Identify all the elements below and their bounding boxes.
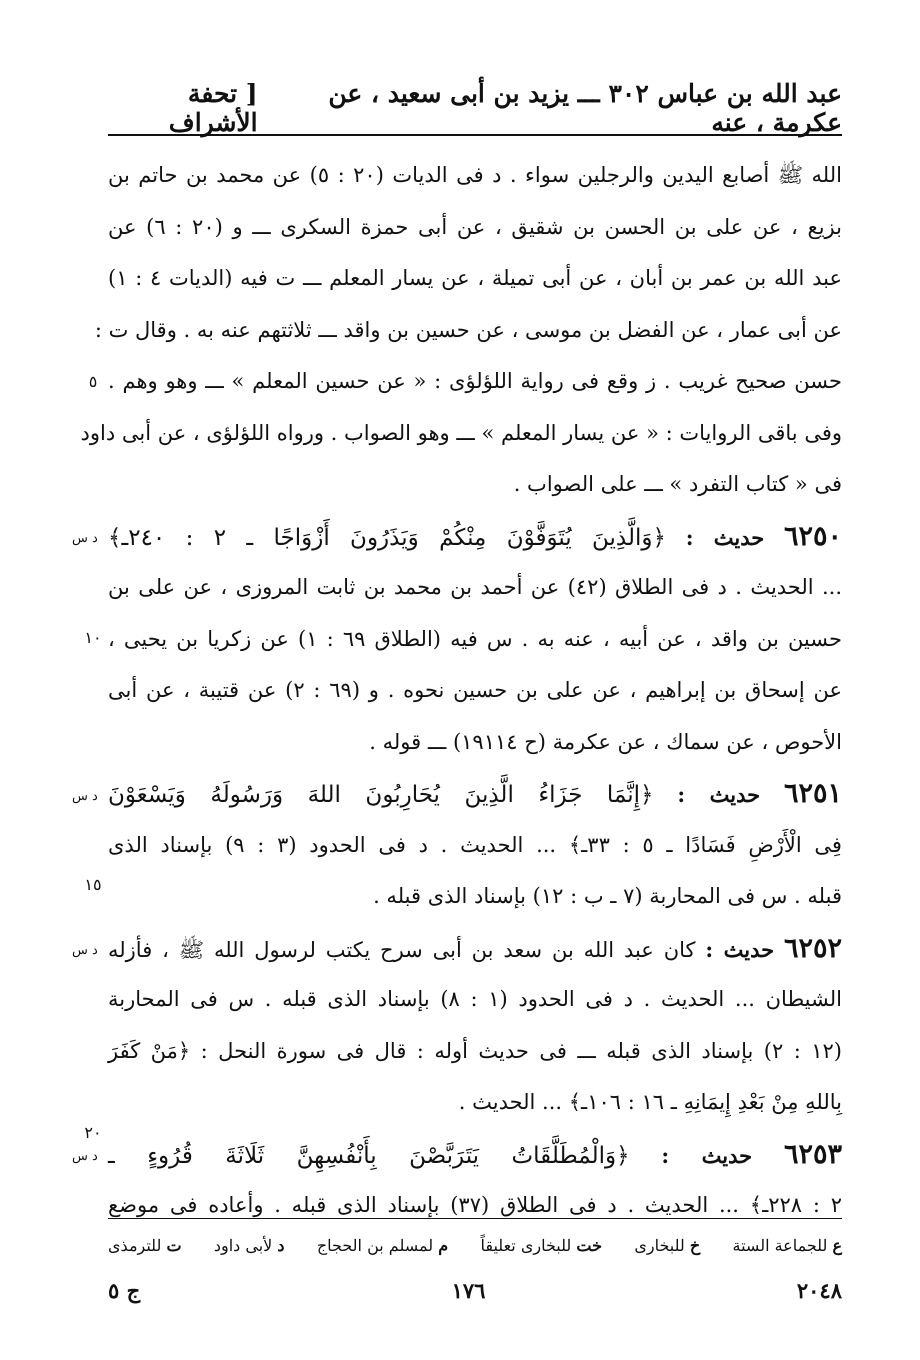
- abbreviations-key: [108, 1228, 842, 1262]
- hadith-heading: [108, 1129, 842, 1181]
- margin-line-number: ١٥: [84, 875, 102, 894]
- abbreviation-label: لمسلم بن الحجاج: [316, 1235, 434, 1255]
- text-line: وفى باقى الروايات : « عن يسار المعلم » ـــ وهو الصواب . ورواه اللؤلؤى ، عن أبى داود: [80, 420, 842, 445]
- margin-line-number: ٢٠: [84, 1123, 102, 1142]
- text-line: الأحوص ، عن سماك ، عن عكرمة (ح ١٩١١٤) ـــ قوله .: [369, 729, 842, 754]
- abbreviation-label: لأبى داود: [213, 1235, 273, 1255]
- abbreviation-item: [108, 1236, 181, 1255]
- header-rule: [108, 134, 842, 136]
- header-title: عبد الله بن عباس ٣٠٢ ـــ يزيد بن أبى سعيد ، عن عكرمة ، عنه: [328, 79, 842, 137]
- hadith-number: ٦٢٥١: [783, 778, 842, 809]
- sigla-mark: د س: [72, 943, 98, 958]
- hadith-heading: [108, 511, 842, 563]
- text-line: (١٢ : ٢) بإسناد الذى قبله ـــ فى حديث أوله : قال فى سورة النحل : ﴿مَنْ كَفَرَ: [108, 1038, 842, 1063]
- text-line-content: ... الحديث . د فى الطلاق (٤٢) عن أحمد بن محمد بن ثابت المروزى ، عن على بن: [108, 575, 842, 599]
- quran-verse: ﴿إِنَّمَا جَزَاءُ الَّذِينَ يُحَارِبُونَ اللهَ وَرَسُولَهُ وَيَسْعَوْنَ: [108, 782, 654, 808]
- quran-verse: ﴿وَالَّذِينَ يُتَوَفَّوْنَ مِنْكُمْ وَيَذَرُونَ أَزْوَاجًا ـ ٢ : ٢٤٠ـ﴾: [108, 524, 666, 551]
- abbreviation-label: للجماعة الستة: [732, 1235, 828, 1255]
- hadith-heading: [108, 923, 842, 975]
- abbreviation-item: [634, 1236, 700, 1255]
- abbreviation-code: ت: [166, 1235, 182, 1255]
- abbreviation-item: [317, 1236, 448, 1255]
- text-line-content: ٢ : ٢٢٨ـ﴾ ... الحديث . د فى الطلاق (٣٧) بإسناد الذى قبله . وأعاده فى موضع: [108, 1193, 842, 1217]
- header-book-name: [ تحفة الأشراف: [168, 79, 258, 137]
- volume-number: ج ٥: [108, 1277, 141, 1303]
- hadith-keyword: حديث :: [661, 1142, 753, 1168]
- text-line: عن أبى عمار ، عن الفضل بن موسى ، عن حسين بن واقد ـــ ثلاثتهم عنه به . وقال ت :: [94, 317, 842, 342]
- hadith-text: كان عبد الله بن سعد بن أبى سرح يكتب لرسول الله ﷺ ، فأزله: [108, 937, 696, 962]
- margin-line-number: ١٠: [84, 628, 102, 647]
- page-footer: [108, 1272, 842, 1308]
- text-line-content: الشيطان ... الحديث . د فى الحدود (١ : ٨) بإسناد الذى قبله . س فى المحاربة: [108, 987, 842, 1011]
- hadith-number: ٦٢٥٣: [783, 1138, 842, 1170]
- hadith-keyword: حديث :: [705, 936, 775, 962]
- abbreviation-item: [214, 1236, 285, 1255]
- running-header: [108, 79, 842, 137]
- text-line-content: فِى الْأَرْضِ فَسَادًا ـ ٥ : ٣٣ـ﴾ ... الحديث . د فى الحدود (٣ : ٩) بإسناد الذى: [108, 832, 842, 857]
- abbreviation-code: خت: [576, 1235, 602, 1255]
- abbreviation-label: للبخارى تعليقاً: [480, 1235, 572, 1255]
- hadith-keyword: حديث :: [685, 524, 765, 550]
- hadith-number: ٦٢٥٢: [783, 932, 842, 964]
- hadith-keyword: حديث :: [677, 782, 761, 807]
- text-line: حسن صحيح غريب . ز وقع فى رواية اللؤلؤى : « عن حسين المعلم » ـــ وهو وهم .: [108, 369, 842, 393]
- text-line: قبله . س فى المحاربة (٧ ـ ب : ١٢) بإسناد الذى قبله .: [373, 884, 842, 908]
- abbreviation-item: [480, 1236, 602, 1255]
- quran-verse: ﴿وَالْمُطَلَّقَاتُ يَتَرَبَّصْنَ بِأَنْفُسِهِنَّ ثَلَاثَةَ قُرُوءٍ ـ: [108, 1142, 630, 1169]
- text-line: الله ﷺ أصابع اليدين والرجلين سواء . د فى الديات (٢٠ : ٥) عن محمد بن حاتم بن: [108, 163, 842, 187]
- page-number: ١٧٦: [451, 1277, 486, 1303]
- sigla-mark: د س: [72, 531, 98, 546]
- text-line: بِاللهِ مِنْ بَعْدِ إِيمَانِهِ ـ ١٦ : ١٠٦ـ﴾ ... الحديث .: [458, 1090, 842, 1114]
- hadith-number: ٦٢٥٠: [783, 520, 842, 552]
- text-line: عبد الله بن عمر بن أبان ، عن أبى تميلة ، عن يسار المعلم ـــ ت فيه (الديات ٤ : ١): [108, 266, 842, 290]
- hadith-heading: [108, 768, 842, 820]
- abbreviation-label: للترمذى: [108, 1235, 162, 1255]
- entry-number: ٢٠٤٨: [796, 1277, 842, 1303]
- footnote-rule: [108, 1218, 842, 1219]
- abbreviation-item: [733, 1236, 842, 1255]
- text-line: بزيع ، عن على بن الحسن بن شقيق ، عن أبى حمزة السكرى ـــ و (٢٠ : ٦) عن: [108, 214, 842, 239]
- abbreviation-label: للبخارى: [634, 1235, 685, 1255]
- abbreviation-code: ع: [832, 1235, 842, 1255]
- abbreviation-code: خ: [689, 1235, 701, 1255]
- text-line: عن إسحاق بن إبراهيم ، عن على بن حسين نحوه . و (٦٩ : ٢) عن قتيبة ، عن أبى: [108, 678, 842, 702]
- margin-line-number: ٥: [88, 372, 98, 391]
- sigla-mark: د س: [72, 788, 98, 804]
- sigla-mark: د س: [72, 1149, 98, 1164]
- abbreviation-code: د: [277, 1235, 285, 1255]
- text-line: فى « كتاب التفرد » ـــ على الصواب .: [513, 472, 842, 496]
- abbreviation-code: م: [438, 1235, 449, 1255]
- text-line: حسين بن واقد ، عن أبيه ، عنه به . س فيه (الطلاق ٦٩ : ١) عن زكريا بن يحيى ،: [108, 626, 842, 651]
